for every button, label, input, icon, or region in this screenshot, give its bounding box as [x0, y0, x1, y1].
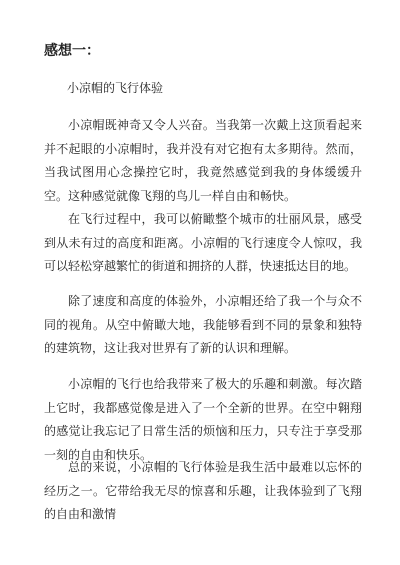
paragraph-1: 小凉帽既神奇又令人兴奋。当我第一次戴上这顶看起来并不起眼的小凉帽时，我并没有对它抱有太多期待。然而，当我试图用心念操控它时，我竟然感觉到我的身体缓缓升空。这种感觉就像飞翔的鸟儿一样自由和畅快。 [44, 118, 362, 203]
document-heading: 感想一： [44, 43, 100, 59]
paragraph-2: 在飞行过程中，我可以俯瞰整个城市的壮丽风景，感受到从未有过的高度和距离。小凉帽的飞行速度令人惊叹，我可以轻松穿越繁忙的街道和拥挤的人群，快速抵达目的地。 [44, 212, 362, 273]
paragraph-5: 总的来说，小凉帽的飞行体验是我生活中最难以忘怀的经历之一。它带给我无尽的惊喜和乐趣，让我体验到了飞翔的自由和激情 [44, 460, 362, 521]
paragraph-4: 小凉帽的飞行也给我带来了极大的乐趣和刺激。每次踏上它时，我都感觉像是进入了一个全新的世界。在空中翱翔的感觉让我忘记了日常生活的烦恼和压力，只专注于享受那一刻的自由和快乐。 [44, 377, 362, 462]
document-subtitle: 小凉帽的飞行体验 [67, 81, 164, 95]
paragraph-3: 除了速度和高度的体验外，小凉帽还给了我一个与众不同的视角。从空中俯瞰大地，我能够看到不同的景象和独特的建筑物，这让我对世界有了新的认识和理解。 [44, 294, 362, 355]
